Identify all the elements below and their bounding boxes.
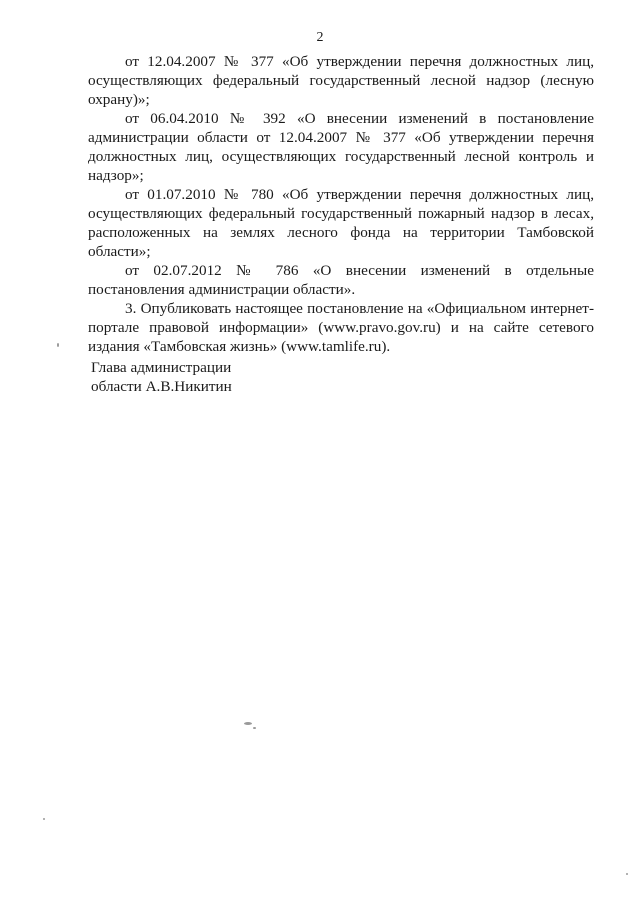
scan-speck — [43, 818, 45, 820]
signature-title: Глава администрации — [91, 359, 232, 376]
document-body — [88, 52, 594, 356]
scan-speck — [57, 343, 59, 347]
paragraph-decree-377: от 12.04.2007 № 377 «Об утверждении перечня должностных лиц, осуществляющих федеральный государственный лесной надзор (лесную охрану)»; — [88, 53, 594, 108]
paragraph-decree-786: от 02.07.2012 № 786 «О внесении изменений в отдельные постановления администрации области». — [88, 262, 594, 298]
paragraph-decree-780: от 01.07.2010 № 780 «Об утверждении перечня должностных лиц, осуществляющих федеральный государственный пожарный надзор в лесах, расположенных на землях лесного фонда на территории Тамбовской области»; — [88, 186, 594, 260]
scan-speck — [253, 727, 256, 729]
signature-name: области А.В.Никитин — [91, 378, 232, 395]
scan-speck — [244, 722, 252, 725]
paragraph-publication: 3. Опубликовать настоящее постановление на «Официальном интернет-портале правовой информации» (www.pravo.gov.ru) и на сайте сетевого издания «Тамбовская жизнь» (www.tamlife.ru). — [88, 300, 594, 355]
signature-block — [91, 358, 232, 396]
scan-speck — [626, 873, 628, 875]
paragraph-decree-392: от 06.04.2010 № 392 «О внесении изменений в постановление администрации области от 12.04.2007 № 377 «Об утверждении перечня должностных лиц, осуществляющих государственный лесной контроль и надзор»; — [88, 110, 594, 184]
page-number: 2 — [316, 30, 324, 45]
